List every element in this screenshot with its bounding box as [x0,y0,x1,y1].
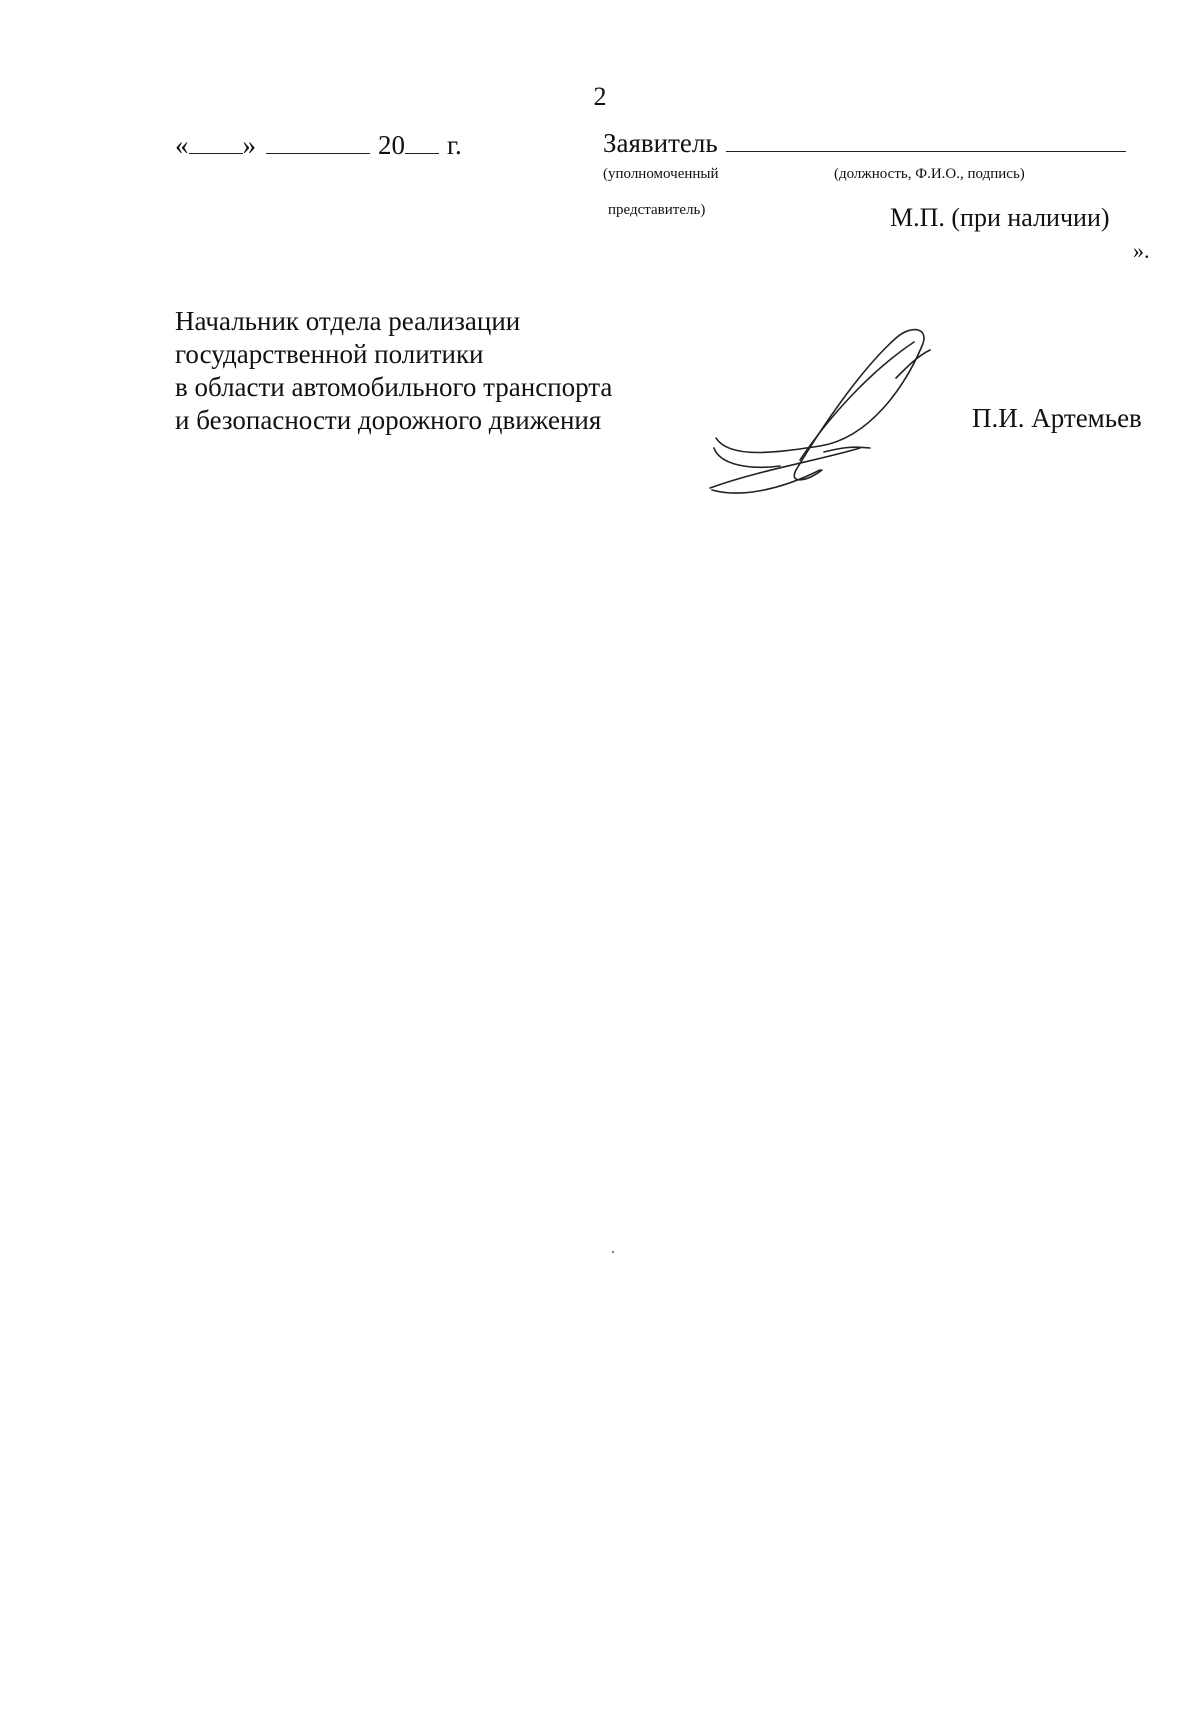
official-title [175,305,612,437]
date-year-blank [405,131,439,154]
date-close-quote: » [242,130,256,160]
page-number: 2 [593,82,607,111]
date-year-suffix: г. [447,130,462,160]
closing-quote: ». [1133,238,1150,263]
applicant-signature-blank [726,129,1126,152]
applicant-label: Заявитель [603,128,718,158]
official-title-line: Начальник отдела реализации [175,306,521,336]
date-month-blank [266,131,370,154]
date-line [175,130,462,161]
applicant-note-representative-2: представитель) [608,202,706,218]
applicant-note-representative-1: (уполномоченный [603,166,719,182]
applicant-line [603,128,1126,159]
applicant-note-position: (должность, Ф.И.О., подпись) [834,166,1025,182]
date-century: 20 [378,130,405,160]
signer-name: П.И. Артемьев [972,403,1142,433]
date-open-quote: « [175,130,189,160]
official-title-line: в области автомобильного транспорта [175,372,613,402]
signature-icon [700,320,960,510]
official-title-line: и безопасности дорожного движения [175,405,602,435]
scan-speck [612,1251,614,1253]
official-title-line: государственной политики [175,339,484,369]
stamp-note: М.П. (при наличии) [890,203,1110,232]
date-day-blank [189,131,243,154]
